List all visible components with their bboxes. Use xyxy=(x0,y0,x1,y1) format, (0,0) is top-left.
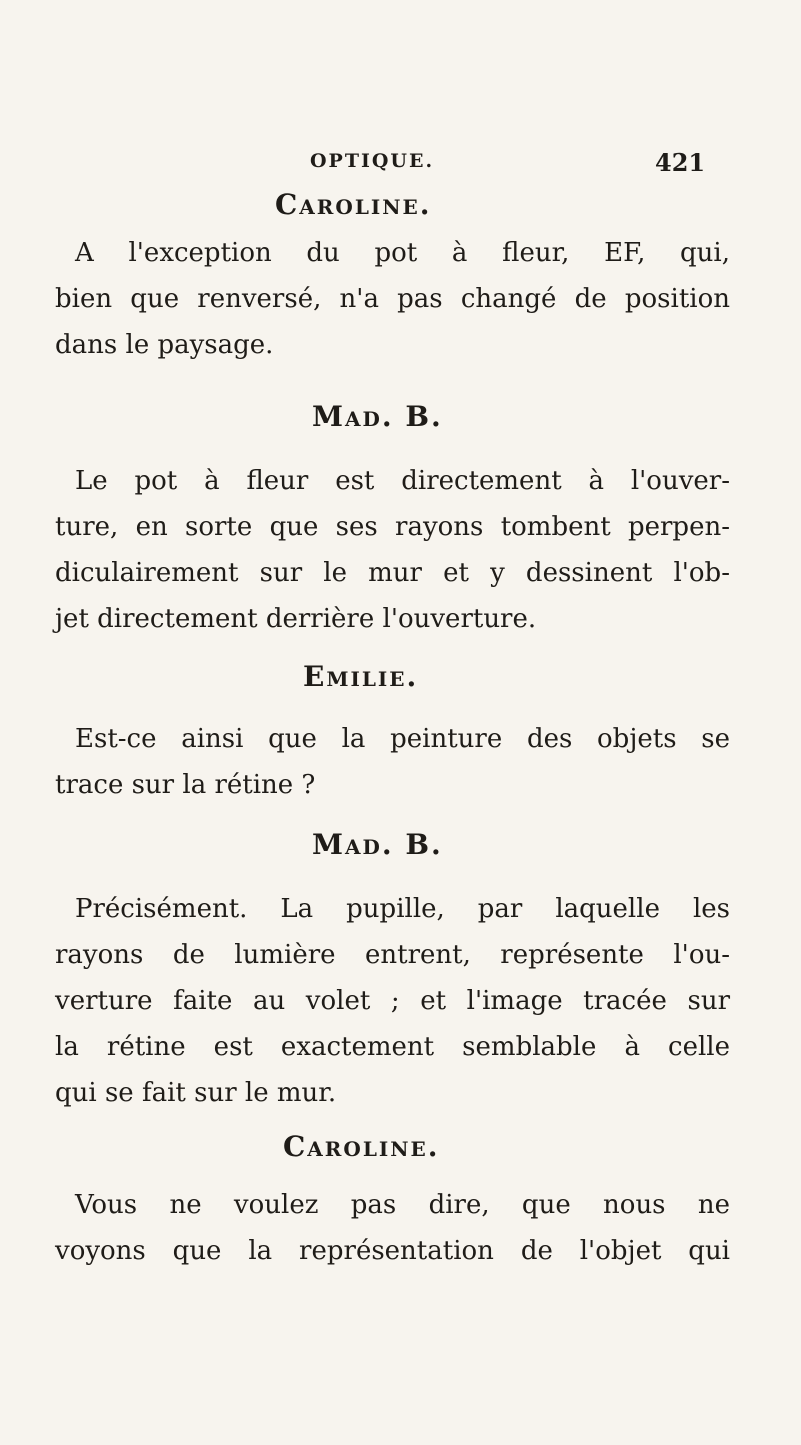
dialogue-paragraph xyxy=(55,230,730,368)
text-line: voyons que la représentation de l'objet qui xyxy=(55,1236,730,1266)
text-line: A l'exception du pot à fleur, EF, qui, xyxy=(75,238,730,268)
text-line: Précisément. La pupille, par laquelle les xyxy=(75,894,730,924)
speaker-name: Caroline. xyxy=(275,188,432,221)
text-line: rayons de lumière entrent, représente l'ou- xyxy=(55,940,730,970)
page-number: 421 xyxy=(655,148,706,177)
speaker-name: Mad. B. xyxy=(312,400,443,433)
text-line: bien que renversé, n'a pas changé de position xyxy=(55,284,730,314)
running-title: OPTIQUE. xyxy=(310,150,435,172)
dialogue-paragraph xyxy=(55,458,730,642)
text-line: jet directement derrière l'ouverture. xyxy=(55,604,537,634)
text-line: Le pot à fleur est directement à l'ouver- xyxy=(75,466,730,496)
text-line: Est-ce ainsi que la peinture des objets se xyxy=(75,724,730,754)
text-line: verture faite au volet ; et l'image tracée sur xyxy=(55,986,730,1016)
speaker-name: Caroline. xyxy=(283,1130,440,1163)
dialogue-paragraph xyxy=(55,1182,730,1274)
text-line: la rétine est exactement semblable à celle xyxy=(55,1032,730,1062)
text-line: trace sur la rétine ? xyxy=(55,770,316,800)
running-head xyxy=(0,150,801,190)
dialogue-paragraph xyxy=(55,886,730,1116)
text-line: diculairement sur le mur et y dessinent l'ob- xyxy=(55,558,730,588)
speaker-name: Emilie. xyxy=(303,660,419,693)
text-line: ture, en sorte que ses rayons tombent perpen- xyxy=(55,512,730,542)
text-line: Vous ne voulez pas dire, que nous ne xyxy=(75,1190,730,1220)
text-line: qui se fait sur le mur. xyxy=(55,1078,337,1108)
speaker-name: Mad. B. xyxy=(312,828,443,861)
text-line: dans le paysage. xyxy=(55,330,274,360)
dialogue-paragraph xyxy=(55,716,730,808)
